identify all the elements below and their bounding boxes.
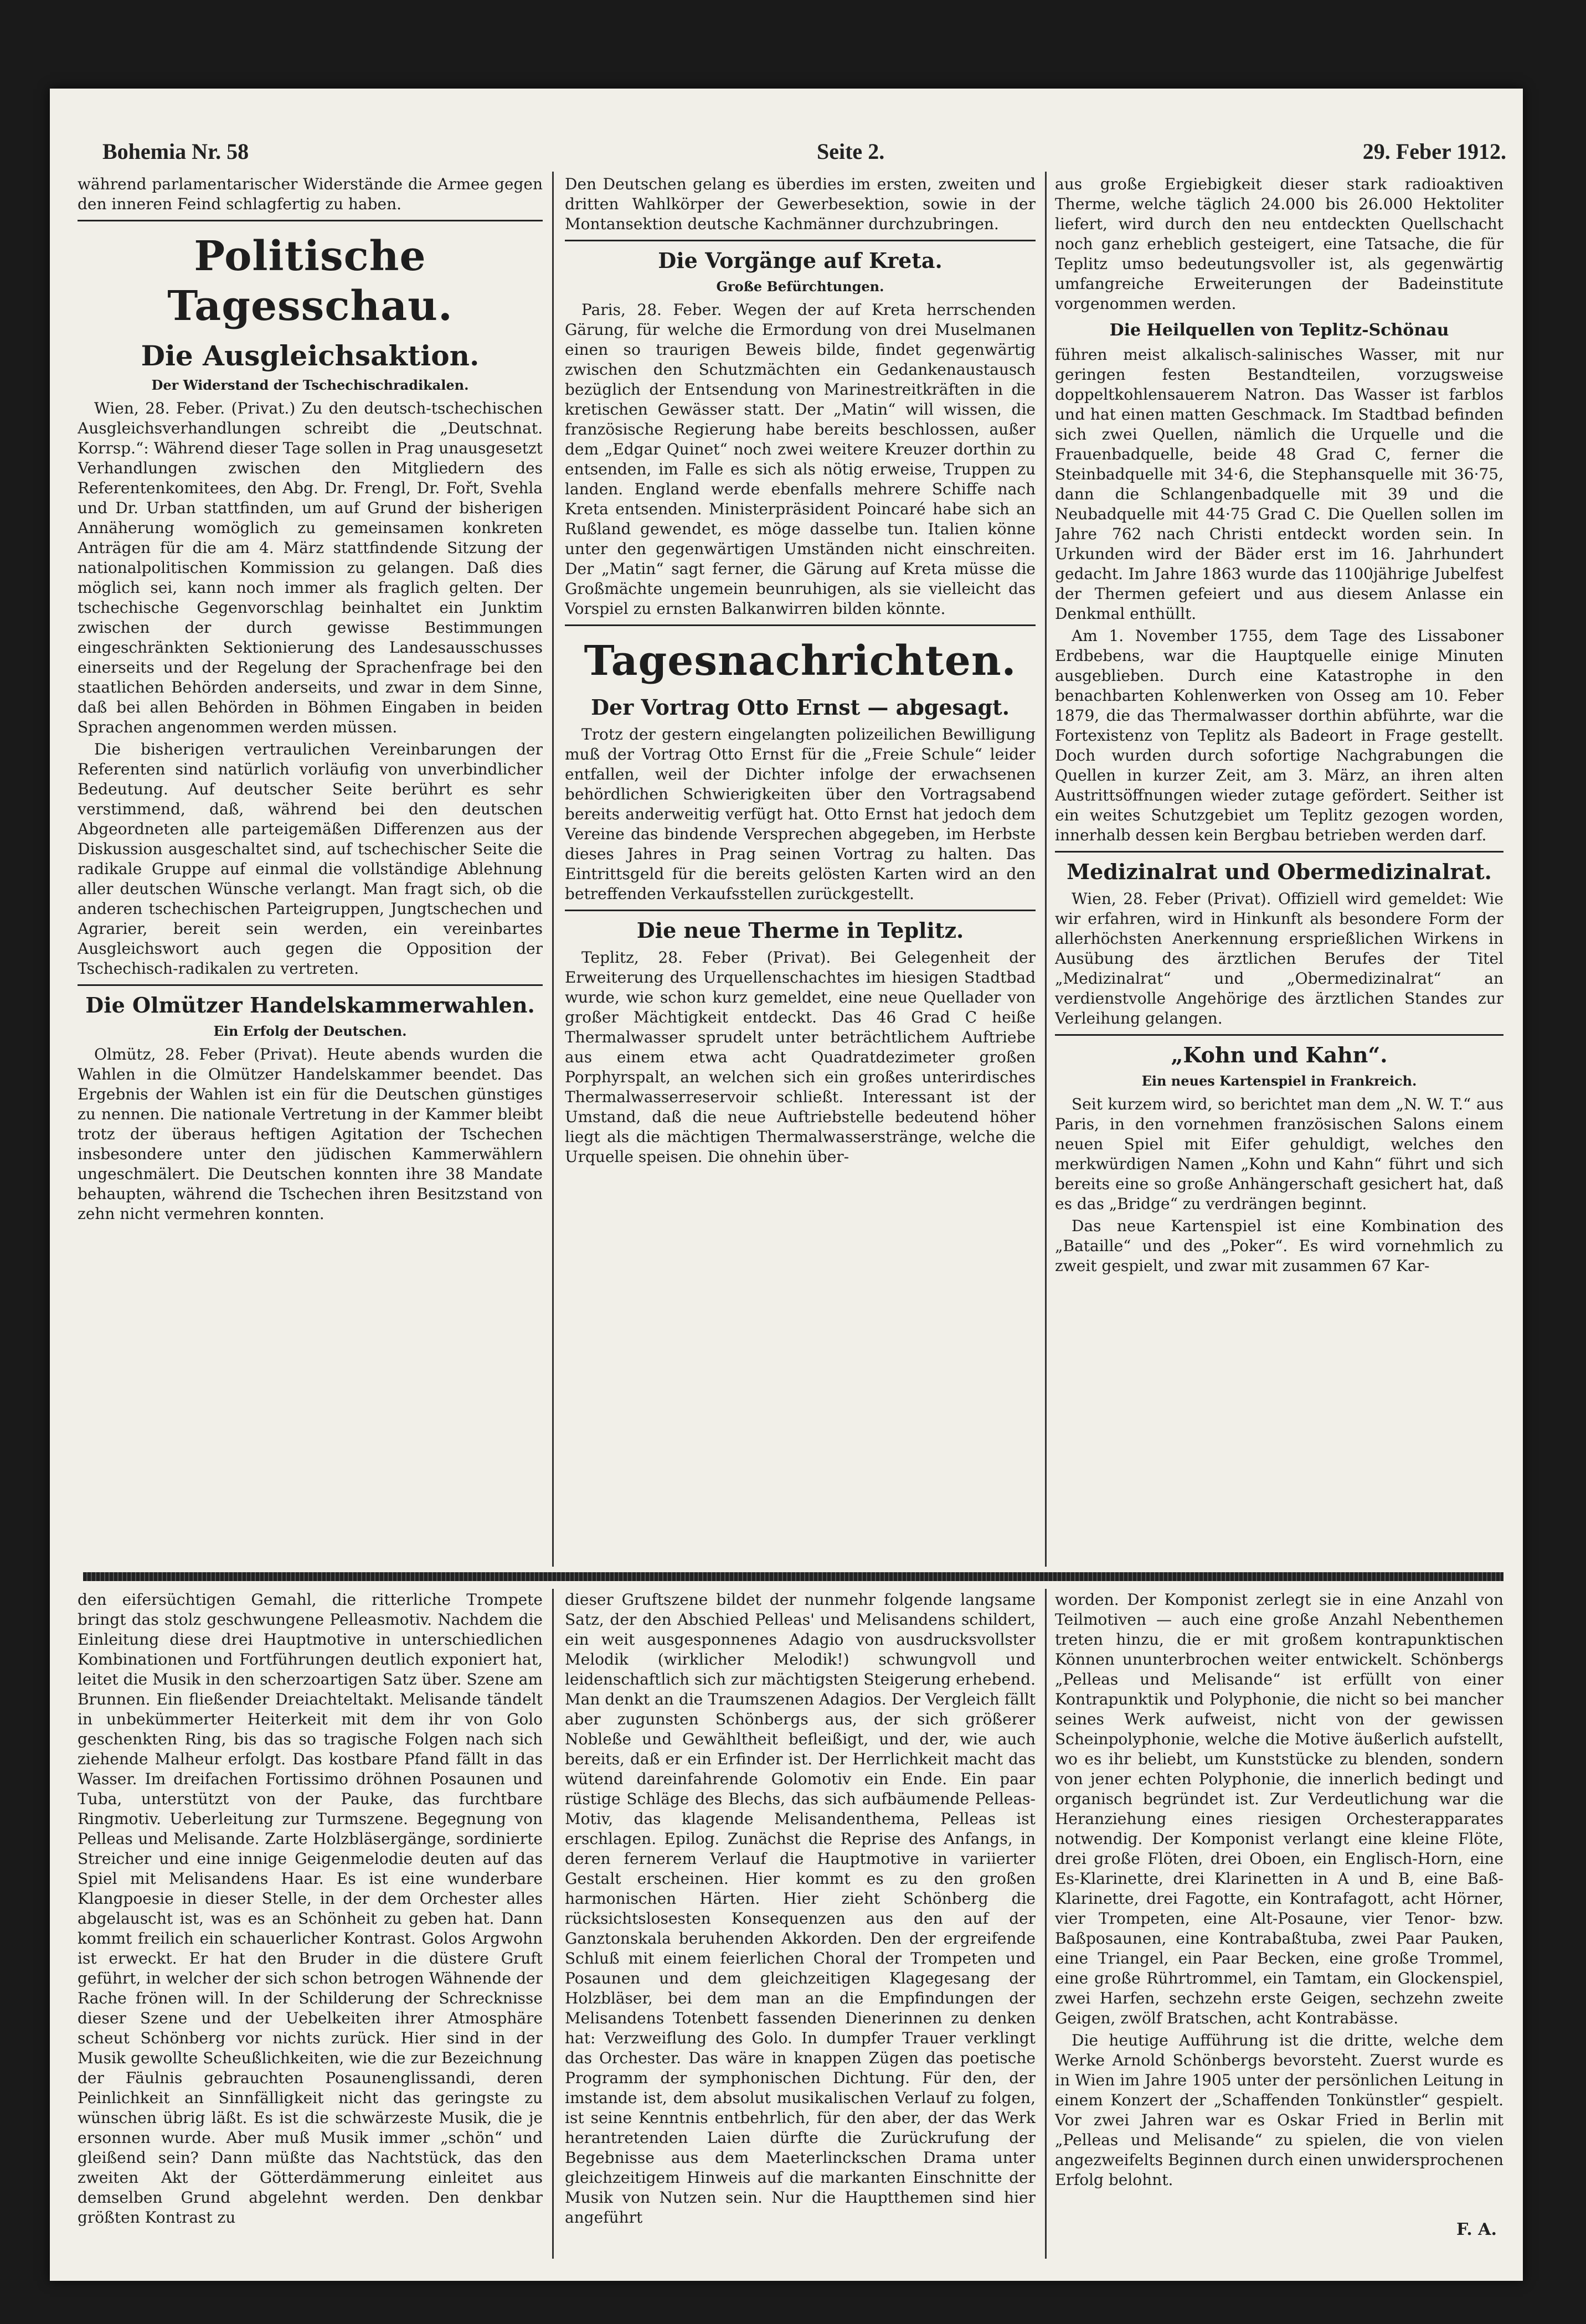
feuilleton-column-2 [565, 1590, 1036, 2257]
article-subtitle: Ein Erfolg der Deutschen. [213, 1023, 407, 1039]
section-rule [78, 984, 543, 986]
column-1 [78, 174, 543, 1564]
article-paragraph: Teplitz, 28. Feber (Privat). Bei Gelegenheit der Erweiterung des Urquellenschachtes im hiesigen Stadtbad wurde, wie schon kurz gemeldet, eine neue Quellader von großer Mächtigkeit entdeckt. Das 46 Grad C heiße Thermalwasser sprudelt unter beträchtlichem Auftriebe aus einem etwa acht Quadratdezimeter großen Porphyrspalt, an welchen sich ein großes unterirdisches Thermalwasserreservoir schließt. Interessant ist der Umstand, daß die neue Auftriebstelle bedeutend höher liegt als die mächtigen Thermalwasserstränge, welche die Urquelle speisen. Die ohnehin über- [565, 948, 1036, 1166]
column-2 [565, 174, 1036, 1564]
article-title: Der Vortrag Otto Ernst — abgesagt. [591, 695, 1010, 720]
section-rule [78, 220, 543, 221]
section-rule [1055, 851, 1503, 853]
article-paragraph: Paris, 28. Feber. Wegen der auf Kreta herrschenden Gärung, für welche die Ermordung von drei Muselmanen einen so traurigen Beweis bilde, findet gegenwärtig zwischen den Schutzmächten ein Gedankenaustausch bezüglich der Entsendung von Marinestreitkräften in die kretischen Gewässer statt. Der „Matin“ will wissen, die französische Regierung habe bereits beschlossen, außer dem „Edgar Quinet“ noch zwei weitere Kreuzer dorthin zu entsenden, im Falle es sich als nötig erweise, Truppen zu landen. England werde ebenfalls mehrere Schiffe nach Kreta entsenden. Ministerpräsident Poincaré habe sich an Rußland gewendet, es möge dasselbe tun. Italien könne unter den gegenwärtigen Umständen nicht einschreiten. Der „Matin“ sagt ferner, die Gärung auf Kreta müsse die Großmächte ungemein beunruhigen, als sie vielleicht das Vorspiel zu ernsten Balkanwirren bilden könnte. [565, 301, 1036, 618]
newspaper-page [50, 89, 1523, 2281]
feuilleton-paragraph: dieser Gruftszene bildet der nunmehr folgende langsame Satz, der den Abschied Pelleas' und Melisandens schildert, ein weit ausgesponnenes Adagio von ausdrucksvollster Melodik (wirklicher Melodik!) schwungvoll und leidenschaftlich sich zur mächtigsten Steigerung erhebend. Man denkt an die Traumszenen Adagios. Der Vergleich fällt aber zugunsten Schönbergs aus, der sich größerer Nobleße und Gewähltheit befleißigt, und der, wie auch bereits, daß er ein Erfinder ist. Der Herrlichkeit macht das wütend dareinfahrende Golomotiv ein Ende. Ein paar rüstige Schläge des Blechs, das sich aufbäumende Pelleas-Motiv, das klagende Melisandenthema, Pelleas ist erschlagen. Epilog. Zunächst die Reprise des Anfangs, in deren fernerem Verlauf die Hauptmotive in variierter Gestalt erscheinen. Hier kommt es zu den großen harmonischen Härten. Hier zieht Schönberg die rücksichtslosesten Konsequenzen aus den auf der Ganztonskala beruhenden Akkorden. Den der ergreifende Schluß mit einem feierlichen Choral der Trompeten und Posaunen und dem gleichzeitigen Klagegesang der Holzbläser, bei dem man an die Empfindungen der Melisandens Totenbett fassenden Dienerinnen zu denken hat: Verzweiflung des Golo. In dumpfer Trauer verklingt das Orchester. Das wäre in knappen Zügen das poetische Programm der symphonischen Dichtung. Für den, der imstande ist, dem absolut musikalischen Verlauf zu folgen, ist seine Kenntnis entbehrlich, für den aber, der das Werk herantretenden Laien dürfte die Zurückrufung der Begebnisse aus dem Maeterlinckschen Drama unter gleichzeitigem Hinweis auf die markanten Einschnitte der Musik von Nutzen sein. Nur die Hauptthemen sind hier angeführt [565, 1590, 1036, 2227]
column-3-intro: aus große Ergiebigkeit dieser stark radioaktiven Therme, welche täglich 24.000 bis 26.000 Hektoliter liefert, wird durch den neu entdeckten Quellschacht noch ganz erheblich gesteigert, eine Tatsache, die für Teplitz umso bedeutungsvoller ist, als gegenwärtig umfangreiche Erweiterungen der Badeinstitute vorgenommen werden. [1055, 175, 1503, 313]
article-paragraph: Seit kurzem wird, so berichtet man dem „N. W. T.“ aus Paris, in den vornehmen französischen Salons einem neuen Spiel mit Eifer gehuldigt, welches den merkwürdigen Namen „Kohn und Kahn“ führt und sich bereits eine so große Anhängerschaft gesichert hat, daß es das „Bridge“ zu verdrängen beginnt. [1055, 1095, 1503, 1213]
column-rule [1045, 172, 1047, 1567]
header-date: 29. Feber 1912. [1362, 139, 1506, 164]
column-rule [1045, 1589, 1047, 2259]
article-paragraph: Olmütz, 28. Feber (Privat). Heute abends wurden die Wahlen in die Olmützer Handelskammer beendet. Das Ergebnis der Wahlen ist ein für die Deutschen günstiges zu nennen. Die nationale Vertretung in der Kammer bleibt trotz der überaus heftigen Agitation der Tschechen insbesondere unter den jüdischen Kammerwählern ungeschmälert. Die Deutschen konnten ihre 38 Mandate behaupten, während die Tschechen ihren Besitzstand von zehn nicht vermehren konnten. [78, 1045, 543, 1223]
header-page-number: Seite 2. [817, 139, 885, 164]
section-rule [1055, 1034, 1503, 1036]
column-2-intro: Den Deutschen gelang es überdies im ersten, zweiten und dritten Wahlkörper der Gewerbesektion, sowie in der Montansektion deutsche Kachmänner durchzubringen. [565, 175, 1036, 233]
feuilleton-divider [83, 1572, 1503, 1581]
author-signature: F. A. [1456, 2220, 1497, 2239]
column-1-intro: während parlamentarischer Widerstände die Armee gegen den inneren Feind schlagfertig zu haben. [78, 175, 543, 213]
section-title-politics: Politische Tagesschau. [167, 233, 453, 330]
article-title: Die Ausgleichsaktion. [141, 339, 480, 372]
section-rule [565, 624, 1036, 626]
article-paragraph: Wien, 28. Feber (Privat). Offiziell wird gemeldet: Wie wir erfahren, wird in Hinkunft als besondere Form der allerhöchsten Anerkennung ersprießlichen Wirkens in Ausübung des ärztlichen Berufes der Titel „Medizinalrat“ und „Obermedizinalrat“ an verdienstvolle Angehörige des ärztlichen Standes zur Verleihung gelangen. [1055, 890, 1503, 1027]
header-masthead: Bohemia Nr. 58 [102, 139, 249, 164]
feuilleton-paragraph: Die heutige Aufführung ist die dritte, welche dem Werke Arnold Schönbergs bevorsteht. Zuerst wurde es in Wien im Jahre 1905 unter der persönlichen Leitung in einem Konzert der „Schaffenden Tonkünstler“ gespielt. Vor zwei Jahren war es Oskar Fried in Berlin mit „Pelleas und Melisande“ zu spielen, die von vielen angezweifelts Beginnen durch einen unwidersprochenen Erfolg belohnt. [1055, 2031, 1503, 2189]
article-paragraph: Trotz der gestern eingelangten polizeilichen Bewilligung muß der Vortrag Otto Ernst für die „Freie Schule“ leider entfallen, weil der Dichter infolge der erwachsenen behördlichen Schwierigkeiten über den Vortragsabend bereits anderweitig verfügt hat. Otto Ernst hat jedoch dem Vereine das bindende Versprechen abgegeben, im Herbste dieses Jahres in Prag seinen Vortrag zu halten. Das Eintrittsgeld für die bereits gelösten Karten wird an den betreffenden Verkaufsstellen zurückgestellt. [565, 725, 1036, 903]
article-paragraph: Die bisherigen vertraulichen Vereinbarungen der Referenten sind natürlich vorläufig von unverbindlicher Bedeutung. Auf deutscher Seite berührt es sehr verstimmend, daß, während bei den deutschen Abgeordneten alle parteigemäßen Differenzen aus der Diskussion ausgeschaltet sind, auf tschechischer Seite die radikale Gruppe auf einmal die vollständige Ablehnung aller deutschen Wünsche verlangt. Man fragt sich, ob die anderen tschechischen Parteigruppen, Jungtschechen und Agrarier, bereit sein werden, ein vereinbartes Ausgleichswort auch gegen die Opposition der Tschechisch-radikalen zu vertreten. [78, 740, 543, 978]
section-title-news: Tagesnachrichten. [584, 637, 1017, 685]
feuilleton-paragraph: den eifersüchtigen Gemahl, die ritterliche Trompete bringt das stolz geschwungene Pelleasmotiv. Nachdem die Einleitung diese drei Hauptmotive in unterschiedlichen Kombinationen und Fortführungen deutlich exponiert hat, leitet die Musik in den scherzoartigen Satz über. Szene am Brunnen. Ein fließender Dreiachteltakt. Melisande tändelt in unbekümmerter Heiterkeit mit dem ihr von Golo geschenkten Ring, bis das so tragische Folgen nach sich ziehende Malheur erfolgt. Das kostbare Pfand fällt in das Wasser. Im dreifachen Fortissimo dröhnen Posaunen und Tuba, unterstützt von der Pauke, das furchtbare Ringmotiv. Ueberleitung zur Turmszene. Begegnung von Pelleas und Melisande. Zarte Holzbläsergänge, sordinierte Streicher und eine innige Geigenmelodie deuten auf das Spiel mit Melisandens Haar. Es ist eine wunderbare Klangpoesie in dieser Stelle, in der dem Orchester alles abgelauscht ist, was es an Schönheit zu geben hat. Dann kommt freilich ein schauerlicher Kontrast. Golos Argwohn ist erweckt. Er hat den Bruder in die düstere Gruft geführt, in welcher der sich schon betrogen Wähnende der Rache frönen will. In der Schilderung der Schrecknisse dieser Szene und der Uebelkeiten ihrer Atmosphäre scheut Schönberg vor nichts zurück. Hier sind in der Musik gewollte Scheußlichkeiten, wie die zur Bezeichnung der Fäulnis gebrauchten Posaunenglissandi, deren Peinlichkeit an Sinnfälligkeit nicht das geringste zu wünschen übrig läßt. Es ist die schwärzeste Musik, die je ersonnen wurde. Aber muß Musik immer „schön“ und gleißend sein? Dann müßte das Nachtstück, das den zweiten Akt der Götterdämmerung einleitet aus demselben Grund abgelehnt werden. Den denkbar größten Kontrast zu [78, 1590, 543, 2227]
page-header [102, 138, 1506, 166]
article-title: Die neue Therme in Teplitz. [636, 918, 964, 943]
feuilleton-column-1 [78, 1590, 543, 2257]
article-paragraph: führen meist alkalisch-salinisches Wasser, mit nur geringen festen Bestandteilen, vorzugsweise doppeltkohlensauerem Natron. Das Wasser ist farblos und hat einen matten Geschmack. Im Stadtbad befinden sich zwei Quellen, nämlich die Urquelle und die Frauenbadquelle, beide 48 Grad C, ferner die Steinbadquelle mit 34·6, die Stephansquelle mit 36·75, dann die Schlangenbadquelle mit 39 und die Neubadquelle mit 44·75 Grad C. Die Quellen sollen im Jahre 762 nach Christi entdeckt worden sein. In Urkunden wird der Bäder erst im 16. Jahrhundert gedacht. Im Jahre 1863 wurde das 1100jährige Jubelfest der Thermen gefeiert und aus diesem Anlasse ein Denkmal enthüllt. [1055, 345, 1503, 623]
article-title: Medizinalrat und Obermedizinalrat. [1067, 859, 1492, 884]
column-rule [552, 172, 554, 1567]
article-paragraph: Das neue Kartenspiel ist eine Kombination des „Bataille“ und des „Poker“. Es wird vornehmlich zu zweit gespielt, und zwar mit zusammen 67 Kar- [1055, 1217, 1503, 1275]
section-rule [565, 240, 1036, 241]
article-title: Die Olmützer Handelskammerwahlen. [85, 993, 535, 1018]
feuilleton-paragraph: worden. Der Komponist zerlegt sie in eine Anzahl von Teilmotiven — auch eine große Anzahl Nebenthemen treten hinzu, die er mit großem kontrapunktischen Können ununterbrochen weiter entwickelt. Schönbergs „Pelleas und Melisande“ ist erfüllt von einer Kontrapunktik und Polyphonie, die nicht so bei mancher seines Werk aufweist, nicht von der gewissen Scheinpolyphonie, welche die Motive äußerlich aufstellt, wo es ihr beliebt, um Kunststücke zu blenden, sondern von jener echten Polyphonie, die innerlich bedingt und organisch begründet ist. Zur Verdeutlichung war die Heranziehung eines riesigen Orchesterapparates notwendig. Der Komponist verlangt eine kleine Flöte, drei große Flöten, drei Oboen, ein Englisch-Horn, eine Es-Klarinette, drei Klarinetten in A und B, eine Baß-Klarinette, drei Fagotte, ein Kontrafagott, acht Hörner, vier Trompeten, eine Alt-Posaune, vier Tenor- bzw. Baßposaunen, eine Kontrabaßtuba, zwei Paar Pauken, eine Triangel, ein Paar Becken, eine große Trommel, eine große Rührtrommel, ein Tamtam, ein Glockenspiel, zwei Harfen, sechzehn erste Geigen, sechzehn zweite Geigen, zwölf Bratschen, acht Kontrabässe. [1055, 1590, 1503, 2027]
article-title: „Kohn und Kahn“. [1171, 1042, 1388, 1067]
article-paragraph: Wien, 28. Feber. (Privat.) Zu den deutsch-tschechischen Ausgleichsverhandlungen schreibt die „Deutschnat. Korrsp.“: Während dieser Tage sollen in Prag unausgesetzt Verhandlungen zwischen den Mitgliedern des Referentenkomitees, den Abg. Dr. Frengl, Dr. Fořt, Svehla und Dr. Urban stattfinden, um auf Grund der bisherigen Annäherung womöglich zu gemeinsamen konkreten Anträgen für die am 4. März stattfindende Sitzung der nationalpolitischen Kommission zu gelangen. Daß dies möglich sei, kann noch immer als fraglich gelten. Der tschechische Gegenvorschlag beinhaltet ein Junktim zwischen der durch gewisse Bestimmungen eingeschränkten Sektionierung des Landesausschusses einerseits und der Regelung der Sprachenfrage bei den staatlichen Behörden anderseits, und zwar in dem Sinne, daß bei allen Behörden in Böhmen Eingaben in beiden Sprachen angenommen werden müssen. [78, 399, 543, 736]
article-subtitle: Der Widerstand der Tschechischradikalen. [151, 377, 469, 393]
column-3 [1055, 174, 1503, 1564]
feuilleton-column-3 [1055, 1590, 1503, 2210]
article-subtitle: Große Befürchtungen. [716, 278, 884, 295]
article-paragraph: Am 1. November 1755, dem Tage des Lissaboner Erdbebens, war die Hauptquelle einige Minuten ausgeblieben. Durch eine Katastrophe in den benachbarten Kohlenwerken von Osseg am 10. Feber 1879, die das Thermalwasser dorthin abführte, war die Fortexistenz von Teplitz als Badeort in Frage gestellt. Doch wurden durch sofortige Nachgrabungen die Quellen in kurzer Zeit, am 3. März, an ihren alten Austrittsöffnungen wieder zutage gefördert. Seither ist ein weites Schutzgebiet um Teplitz gezogen worden, innerhalb dessen kein Bergbau betrieben werden darf. [1055, 627, 1503, 844]
section-rule [565, 910, 1036, 911]
article-title: Die Heilquellen von Teplitz-Schönau [1109, 321, 1449, 340]
column-rule [552, 1589, 554, 2259]
article-title: Die Vorgänge auf Kreta. [658, 248, 943, 273]
article-subtitle: Ein neues Kartenspiel in Frankreich. [1141, 1073, 1417, 1089]
